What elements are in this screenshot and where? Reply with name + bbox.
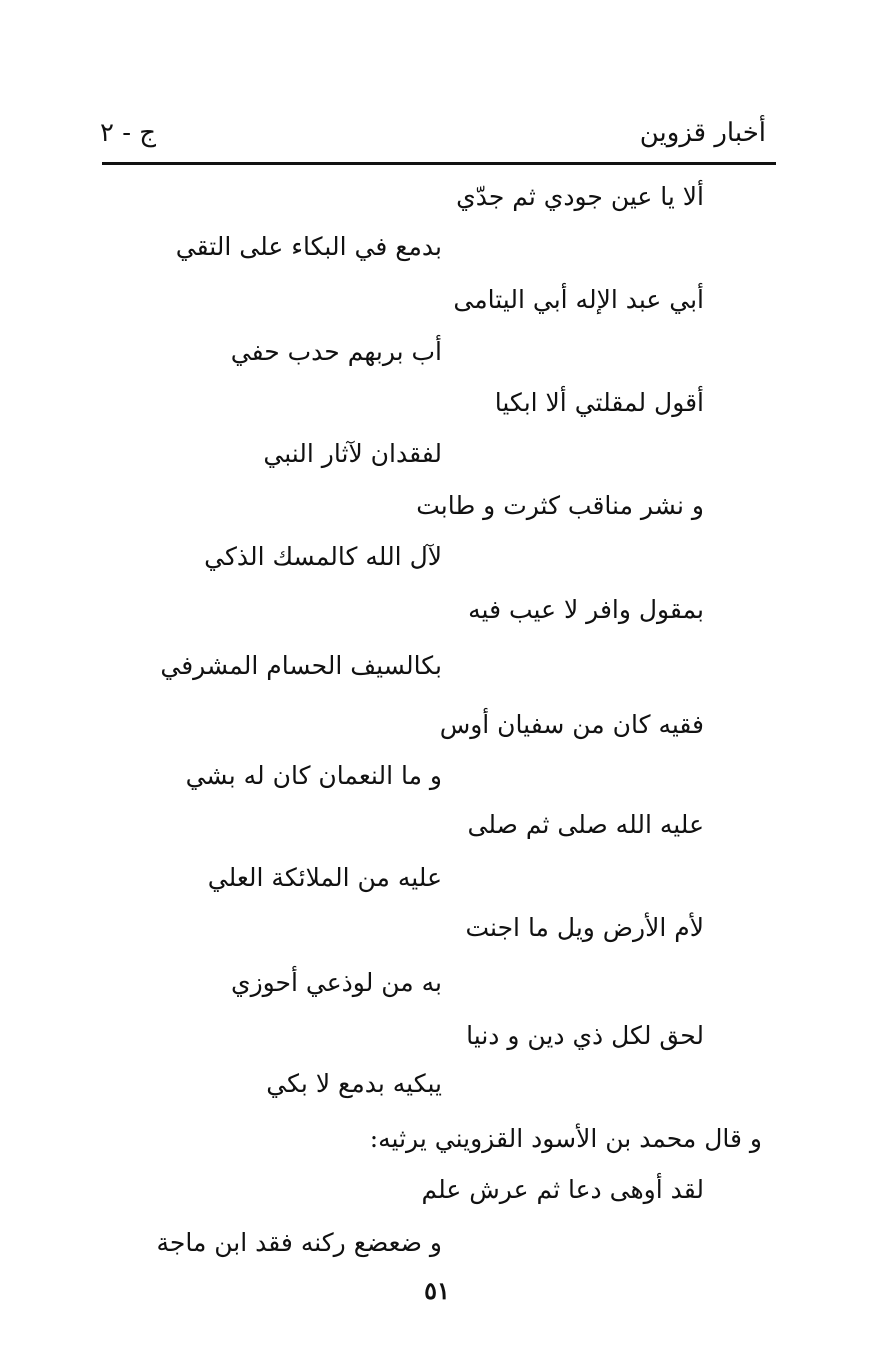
verse-line: و ضعضع ركنه فقد ابن ماجة <box>156 1228 442 1257</box>
intro-line: و قال محمد بن الأسود القزويني يرثيه: <box>369 1124 762 1153</box>
verse-line: ألا يا عين جودي ثم جدّي <box>456 182 704 211</box>
verse-line: و نشر مناقب كثرت و طابت <box>416 491 704 520</box>
verse-line: بمقول وافر لا عيب فيه <box>468 595 704 624</box>
verse-line: يبكيه بدمع لا بكي <box>266 1069 442 1098</box>
verse-line: به من لوذعي أحوزي <box>231 968 442 997</box>
verse-line: لفقدان لآثار النبي <box>263 439 442 468</box>
verse-line: لحق لكل ذي دين و دنيا <box>466 1021 704 1050</box>
verse-line: أقول لمقلتي ألا ابكيا <box>494 388 704 417</box>
verse-line: أبي عبد الإله أبي اليتامى <box>453 285 704 314</box>
running-head-title: أخبار قزوين <box>639 118 766 148</box>
verse-line: أب بربهم حدب حفي <box>230 337 442 366</box>
header-rule <box>102 162 776 165</box>
verse-line: بكالسيف الحسام المشرفي <box>160 651 442 680</box>
verse-line: فقيه كان من سفيان أوس <box>439 710 704 739</box>
verse-line: لأم الأرض ويل ما اجنت <box>465 913 704 942</box>
verse-line: لقد أوهى دعا ثم عرش علم <box>421 1175 704 1204</box>
verse-line: بدمع في البكاء على التقي <box>175 232 442 261</box>
verse-line: عليه من الملائكة العلي <box>207 863 442 892</box>
verse-line: و ما النعمان كان له بشي <box>185 761 442 790</box>
running-head-volume: ج - ٢ <box>100 118 157 148</box>
verse-line: عليه الله صلى ثم صلى <box>467 810 704 839</box>
page-number: ٥١ <box>424 1276 450 1305</box>
verse-line: لآل الله كالمسك الذكي <box>204 542 442 571</box>
